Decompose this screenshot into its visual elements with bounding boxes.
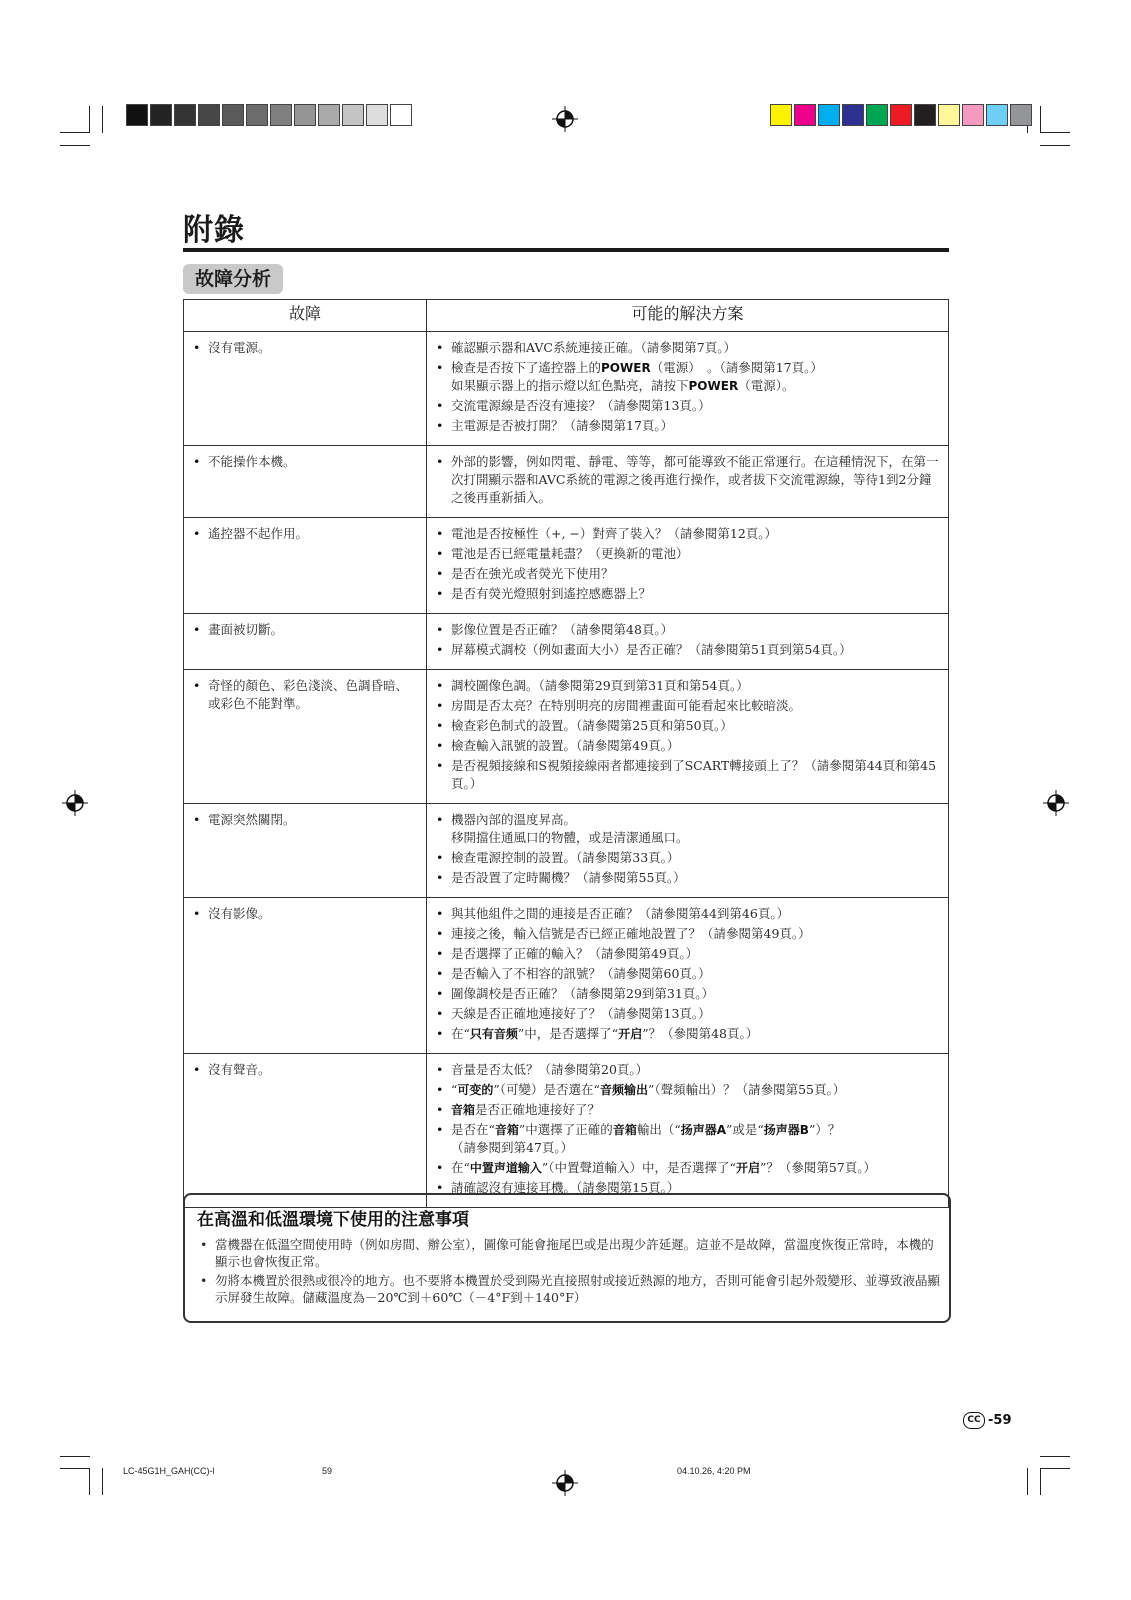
gray-swatch bbox=[174, 104, 196, 126]
menu-term: POWER bbox=[601, 361, 651, 375]
solution-cell bbox=[427, 614, 949, 670]
print-timestamp: 04.10.26, 4:20 PM bbox=[677, 1466, 751, 1476]
color-swatch bbox=[890, 104, 912, 126]
solution-line: • 連接之後，輸入信號是否已經正確地設置了？（請參閱第49頁。） bbox=[451, 926, 811, 941]
problem-text: • 沒有影像。 bbox=[192, 905, 418, 923]
section-heading: 故障分析 bbox=[183, 264, 283, 294]
solution-item bbox=[435, 417, 940, 435]
solution-cell bbox=[427, 1054, 949, 1208]
solution-line: 如果顯示器上的指示燈以紅色點亮，請按下POWER（電源）。 bbox=[451, 378, 795, 393]
solution-line: • 機器內部的溫度昇高。 bbox=[451, 812, 577, 827]
solution-line: • 圖像調校是否正確？（請參閱第29到第31頁。） bbox=[451, 986, 715, 1001]
page-number bbox=[963, 1412, 1012, 1429]
solution-item bbox=[435, 905, 940, 923]
cc-badge-icon: CC bbox=[963, 1412, 985, 1429]
solution-item bbox=[435, 1159, 940, 1177]
problem-text: • 奇怪的顏色、彩色淺淡、色調昏暗、或彩色不能對準。 bbox=[192, 677, 418, 713]
problem-list bbox=[192, 905, 418, 923]
solution-item bbox=[435, 397, 940, 415]
solution-item bbox=[435, 585, 940, 603]
problem-list bbox=[192, 811, 418, 829]
gray-swatch bbox=[222, 104, 244, 126]
table-header-row bbox=[184, 300, 949, 332]
table-row bbox=[184, 446, 949, 518]
table-row bbox=[184, 898, 949, 1054]
problem-list bbox=[192, 1061, 418, 1079]
problem-cell bbox=[184, 446, 427, 518]
column-header-problem: 故障 bbox=[184, 300, 427, 332]
solution-line: • 外部的影響，例如閃電、靜電、等等，都可能導致不能正常運行。在這種情況下，在第一次打開顯示器和AVC系統的電源之後再進行操作，或者拔下交流電源線，等待1到2分鐘之後再重新插入。 bbox=[451, 454, 939, 505]
solution-list bbox=[435, 339, 940, 435]
solution-line: • 音量是否太低？（請參閱第20頁。） bbox=[451, 1062, 649, 1077]
solution-line: • 是否在“音箱”中選擇了正確的音箱輸出（“扬声器A”或是“扬声器B”）？ bbox=[451, 1122, 841, 1137]
solution-item bbox=[435, 641, 940, 659]
solution-line: • 確認顯示器和AVC系統連接正確。（請參閱第7頁。） bbox=[451, 340, 736, 355]
solution-line: • 屏幕模式調校（例如畫面大小）是否正確？（請參閱第51頁到第54頁。） bbox=[451, 642, 852, 657]
gray-swatch bbox=[126, 104, 148, 126]
solution-item bbox=[435, 965, 940, 983]
file-label: LC-45G1H_GAH(CC)-l bbox=[123, 1466, 215, 1476]
registration-target-icon bbox=[552, 106, 578, 132]
solution-list bbox=[435, 453, 940, 507]
solution-item bbox=[435, 849, 940, 867]
menu-term: 音箱 bbox=[612, 1123, 637, 1137]
solution-list bbox=[435, 525, 940, 603]
solution-item bbox=[435, 811, 940, 847]
solution-line: • 影像位置是否正確？（請參閱第48頁。） bbox=[451, 622, 674, 637]
color-calibration-bar bbox=[770, 104, 1034, 126]
solution-line: • 請確認沒有連接耳機。（請參閱第15頁。） bbox=[451, 1180, 680, 1195]
gray-swatch bbox=[390, 104, 412, 126]
solution-line: • “可变的”（可變）是否選在“音频输出”（聲頻輸出）？（請參閱第55頁。） bbox=[451, 1082, 846, 1097]
problem-cell bbox=[184, 898, 427, 1054]
color-swatch bbox=[986, 104, 1008, 126]
solution-line: • 是否設置了定時關機？（請參閱第55頁。） bbox=[451, 870, 686, 885]
problem-cell bbox=[184, 332, 427, 446]
problem-cell bbox=[184, 670, 427, 804]
color-swatch bbox=[914, 104, 936, 126]
solution-item bbox=[435, 453, 940, 507]
solution-item bbox=[435, 1025, 940, 1043]
gray-swatch bbox=[246, 104, 268, 126]
solution-list bbox=[435, 811, 940, 887]
color-swatch bbox=[818, 104, 840, 126]
temperature-note-box bbox=[183, 1193, 951, 1323]
problem-list bbox=[192, 525, 418, 543]
solution-line: • 電池是否已經電量耗盡？（更換新的電池） bbox=[451, 546, 689, 561]
solution-item bbox=[435, 565, 940, 583]
menu-term: 可变的 bbox=[457, 1083, 494, 1097]
solution-list bbox=[435, 905, 940, 1043]
color-swatch bbox=[794, 104, 816, 126]
gray-swatch bbox=[318, 104, 340, 126]
solution-item bbox=[435, 1081, 940, 1099]
solution-list bbox=[435, 677, 940, 793]
menu-term: 开启 bbox=[735, 1161, 760, 1175]
solution-item bbox=[435, 339, 940, 357]
title-rule bbox=[183, 248, 949, 252]
menu-term: 扬声器A bbox=[680, 1123, 727, 1137]
problem-text: • 不能操作本機。 bbox=[192, 453, 418, 471]
solution-item bbox=[435, 525, 940, 543]
gray-swatch bbox=[294, 104, 316, 126]
solution-item bbox=[435, 545, 940, 563]
solution-item bbox=[435, 945, 940, 963]
solution-cell bbox=[427, 446, 949, 518]
table-row bbox=[184, 804, 949, 898]
color-swatch bbox=[770, 104, 792, 126]
solution-item bbox=[435, 1061, 940, 1079]
solution-item bbox=[435, 677, 940, 695]
solution-list bbox=[435, 1061, 940, 1197]
solution-line: • 檢查輸入訊號的設置。（請參閱第49頁。） bbox=[451, 738, 680, 753]
menu-term: 中置声道输入 bbox=[469, 1161, 542, 1175]
gray-swatch bbox=[366, 104, 388, 126]
page-title: 附錄 bbox=[183, 213, 245, 248]
menu-term: 音频输出 bbox=[599, 1083, 648, 1097]
problem-cell bbox=[184, 804, 427, 898]
problem-list bbox=[192, 453, 418, 471]
gray-swatch bbox=[198, 104, 220, 126]
table-row bbox=[184, 518, 949, 614]
solution-line: • 是否在強光或者熒光下使用？ bbox=[451, 566, 614, 581]
solution-line: • 音箱是否正確地連接好了？ bbox=[451, 1102, 601, 1117]
solution-item bbox=[435, 621, 940, 639]
solution-line: • 房間是否太亮？在特別明亮的房間裡畫面可能看起來比較暗淡。 bbox=[451, 698, 802, 713]
solution-item bbox=[435, 869, 940, 887]
file-page: 59 bbox=[322, 1466, 333, 1476]
solution-list bbox=[435, 621, 940, 659]
color-swatch bbox=[1010, 104, 1032, 126]
solution-item bbox=[435, 1005, 940, 1023]
note-list bbox=[193, 1236, 941, 1306]
problem-text: • 畫面被切斷。 bbox=[192, 621, 418, 639]
problem-list bbox=[192, 339, 418, 357]
solution-item bbox=[435, 1101, 940, 1119]
solution-line: • 與其他組件之間的連接是否正確？（請參閱第44到第46頁。） bbox=[451, 906, 790, 921]
solution-item bbox=[435, 697, 940, 715]
solution-line: • 在“中置声道输入”（中置聲道輸入）中，是否選擇了“开启”？（參閱第57頁。） bbox=[451, 1160, 877, 1175]
gray-swatch bbox=[342, 104, 364, 126]
problem-text: • 沒有電源。 bbox=[192, 339, 418, 357]
menu-term: 只有音频 bbox=[469, 1027, 518, 1041]
table-row bbox=[184, 332, 949, 446]
menu-term: 扬声器B bbox=[763, 1123, 809, 1137]
problem-cell bbox=[184, 614, 427, 670]
problem-list bbox=[192, 621, 418, 639]
solution-item bbox=[435, 359, 940, 395]
registration-target-icon bbox=[1043, 790, 1069, 816]
solution-item bbox=[435, 1121, 940, 1157]
solution-line: • 檢查彩色制式的設置。（請參閱第25頁和第50頁。） bbox=[451, 718, 733, 733]
registration-target-icon bbox=[62, 790, 88, 816]
registration-target-icon bbox=[552, 1470, 578, 1496]
solution-item bbox=[435, 757, 940, 793]
menu-term: 音箱 bbox=[494, 1123, 519, 1137]
problem-text: • 電源突然關閉。 bbox=[192, 811, 418, 829]
solution-cell bbox=[427, 518, 949, 614]
problem-list bbox=[192, 677, 418, 713]
menu-term: 音箱 bbox=[451, 1103, 476, 1117]
solution-item bbox=[435, 737, 940, 755]
note-item: • 當機器在低溫空間使用時（例如房間、辦公室），圖像可能會拖尾巴或是出現少許延遲。這並不是故障，當溫度恢復正常時，本機的顯示也會恢復正常。 bbox=[199, 1236, 941, 1270]
problem-text: • 沒有聲音。 bbox=[192, 1061, 418, 1079]
problem-text: • 遙控器不起作用。 bbox=[192, 525, 418, 543]
column-header-solution: 可能的解決方案 bbox=[427, 300, 949, 332]
gray-swatch bbox=[150, 104, 172, 126]
troubleshooting-table bbox=[183, 299, 949, 1208]
color-swatch bbox=[938, 104, 960, 126]
solution-cell bbox=[427, 898, 949, 1054]
solution-item bbox=[435, 925, 940, 943]
solution-line: 移開擋住通風口的物體，或是清潔通風口。 bbox=[451, 830, 689, 845]
color-swatch bbox=[842, 104, 864, 126]
gray-calibration-bar bbox=[126, 104, 414, 126]
solution-line: • 檢查電源控制的設置。（請參閱第33頁。） bbox=[451, 850, 680, 865]
solution-line: （請參閱到第47頁。） bbox=[451, 1140, 574, 1155]
solution-cell bbox=[427, 804, 949, 898]
menu-term: POWER bbox=[688, 379, 739, 393]
color-swatch bbox=[962, 104, 984, 126]
note-item: • 勿將本機置於很熱或很冷的地方。也不要將本機置於受到陽光直接照射或接近熱源的地方，否則可能會引起外殼變形、並導致液晶顯示屏發生故障。儲藏溫度為－20℃到＋60℃（－4°F到＋140°F） bbox=[199, 1272, 941, 1306]
solution-line: • 檢查是否按下了遙控器上的POWER（電源） 。（請參閱第17頁。） bbox=[451, 360, 823, 375]
problem-cell bbox=[184, 518, 427, 614]
page-number-text: -59 bbox=[988, 1413, 1012, 1428]
solution-line: • 電池是否按極性（+, −）對齊了裝入？（請參閱第12頁。） bbox=[451, 526, 778, 541]
gray-swatch bbox=[270, 104, 292, 126]
solution-line: • 天線是否正確地連接好了？（請參閱第13頁。） bbox=[451, 1006, 711, 1021]
menu-term: 开启 bbox=[618, 1027, 643, 1041]
solution-cell bbox=[427, 670, 949, 804]
solution-line: • 是否選擇了正確的輸入？（請參閱第49頁。） bbox=[451, 946, 699, 961]
solution-cell bbox=[427, 332, 949, 446]
table-body bbox=[184, 332, 949, 1208]
solution-line: • 是否輸入了不相容的訊號？（請參閱第60頁。） bbox=[451, 966, 711, 981]
solution-line: • 是否視頻接線和S視頻接線兩者都連接到了SCART轉接頭上了？（請參閱第44頁和第45頁。） bbox=[451, 758, 937, 791]
solution-item bbox=[435, 717, 940, 735]
table-row bbox=[184, 670, 949, 804]
color-swatch bbox=[866, 104, 888, 126]
solution-item bbox=[435, 985, 940, 1003]
note-title: 在高溫和低溫環境下使用的注意事項 bbox=[197, 1210, 469, 1230]
solution-line: • 交流電源線是否沒有連接？（請參閱第13頁。） bbox=[451, 398, 711, 413]
solution-line: • 調校圖像色調。（請參閱第29頁到第31頁和第54頁。） bbox=[451, 678, 749, 693]
table-row bbox=[184, 614, 949, 670]
solution-line: • 是否有熒光燈照射到遙控感應器上？ bbox=[451, 586, 652, 601]
table-row bbox=[184, 1054, 949, 1208]
solution-line: • 在“只有音频”中，是否選擇了“开启”？（參閱第48頁。） bbox=[451, 1026, 759, 1041]
problem-cell bbox=[184, 1054, 427, 1208]
solution-line: • 主電源是否被打開？（請參閱第17頁。） bbox=[451, 418, 674, 433]
